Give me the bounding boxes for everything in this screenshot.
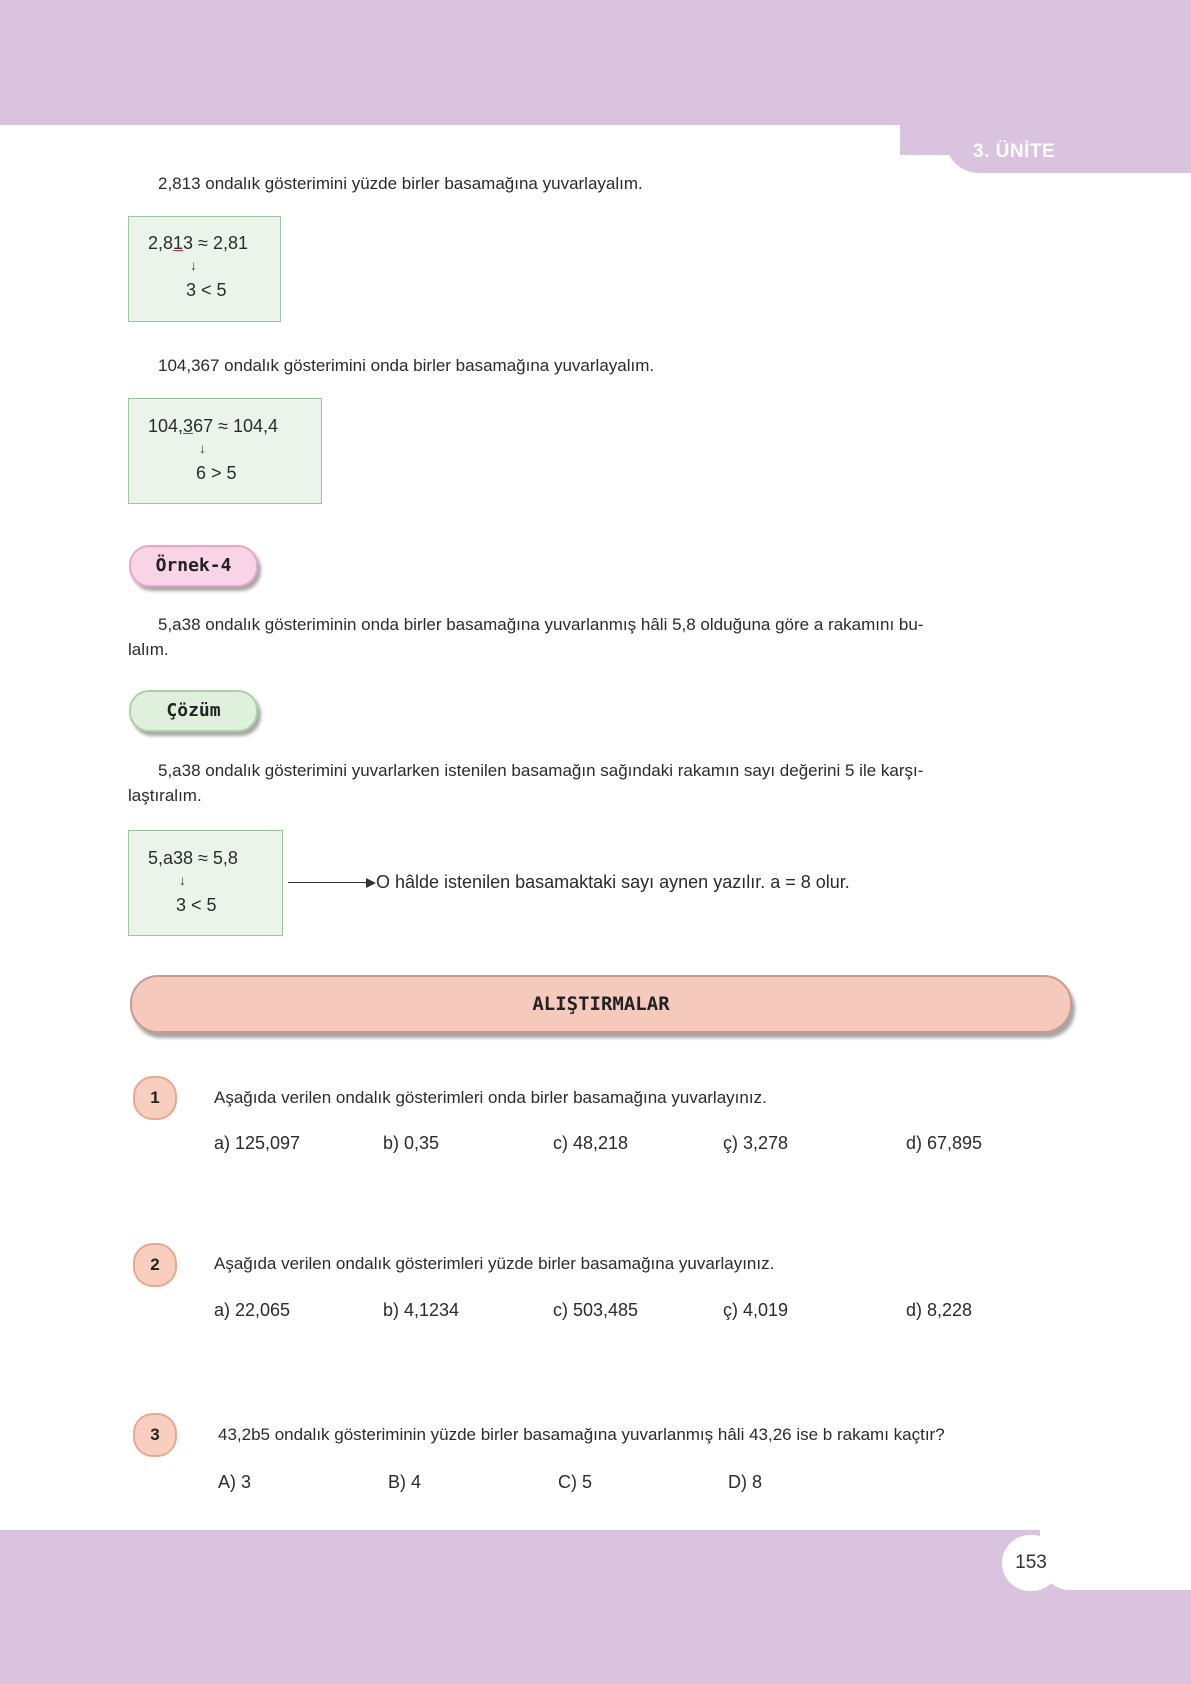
exercises-banner: ALIŞTIRMALAR [130,975,1072,1033]
cozum-box-line: 5,a38 ≈ 5,8 [148,848,238,868]
exercise-1-text: Aşağıda verilen ondalık gösterimleri onda birler basamağına yuvarlayınız. [214,1088,767,1107]
cozum-label: Çözüm [129,690,258,732]
example1-comparison: 3 < 5 [186,280,227,300]
example1-box-line: 2,813 ≈ 2,81 [148,233,248,253]
bottom-tab-curve [1040,1530,1191,1590]
unit-label: 3. ÜNİTE [973,141,1056,162]
exercise-2-option: d) 8,228 [906,1300,973,1320]
exercise-3-option: B) 4 [388,1472,422,1492]
example2-text: 104,367 ondalık gösterimini onda birler basamağına yuvarlayalım. [158,356,655,375]
exercise-3-number: 3 [133,1413,177,1457]
down-arrow-icon: ↓ [179,872,186,888]
cozum-conclusion: O hâlde istenilen basamaktaki sayı aynen yazılır. a = 8 olur. [376,872,850,892]
example2-box-line: 104,367 ≈ 104,4 [148,416,279,436]
exercise-1-option: c) 48,218 [553,1133,629,1153]
example2-comparison: 6 > 5 [196,463,237,483]
cozum-text-cont: laştıralım. [128,786,202,805]
exercise-1-option: a) 125,097 [214,1133,301,1153]
right-arrow-line [288,882,368,883]
exercise-2-number: 2 [133,1243,177,1287]
exercise-1-option: ç) 3,278 [723,1133,789,1153]
exercise-2-option: c) 503,485 [553,1300,639,1320]
top-band [0,0,1191,125]
exercise-1-option: b) 0,35 [383,1133,440,1153]
exercise-1-number: 1 [133,1076,177,1120]
ornek-text-cont: lalım. [128,640,169,659]
right-arrow-icon [366,878,376,888]
ornek-text: 5,a38 ondalık gösteriminin onda birler basamağına yuvarlanmış hâli 5,8 olduğuna göre a rakamını bu- [158,615,924,634]
exercise-2-option: b) 4,1234 [383,1300,460,1320]
exercise-2-option: ç) 4,019 [723,1300,789,1320]
down-arrow-icon: ↓ [199,440,206,456]
ornek-label: Örnek-4 [129,545,258,587]
exercise-3-option: C) 5 [558,1472,593,1492]
example1-text: 2,813 ondalık gösterimini yüzde birler basamağına yuvarlayalım. [158,174,643,193]
exercise-2-text: Aşağıda verilen ondalık gösterimleri yüzde birler basamağına yuvarlayınız. [214,1254,775,1273]
exercise-3-option: D) 8 [728,1472,763,1492]
example2-box [128,398,322,504]
exercise-3-option: A) 3 [218,1472,252,1492]
exercise-2-option: a) 22,065 [214,1300,291,1320]
exercise-3-text: 43,2b5 ondalık gösteriminin yüzde birler basamağına yuvarlanmış hâli 43,26 ise b rakamı kaçtır? [218,1425,945,1444]
cozum-box [128,830,283,936]
example1-box [128,216,281,322]
cozum-text: 5,a38 ondalık gösterimini yuvarlarken istenilen basamağın sağındaki rakamın sayı değerini 5 ile karşı- [158,761,924,780]
down-arrow-icon: ↓ [190,257,197,273]
page-number: 153 [1002,1535,1060,1591]
cozum-comparison: 3 < 5 [176,895,217,915]
exercise-1-option: d) 67,895 [906,1133,983,1153]
